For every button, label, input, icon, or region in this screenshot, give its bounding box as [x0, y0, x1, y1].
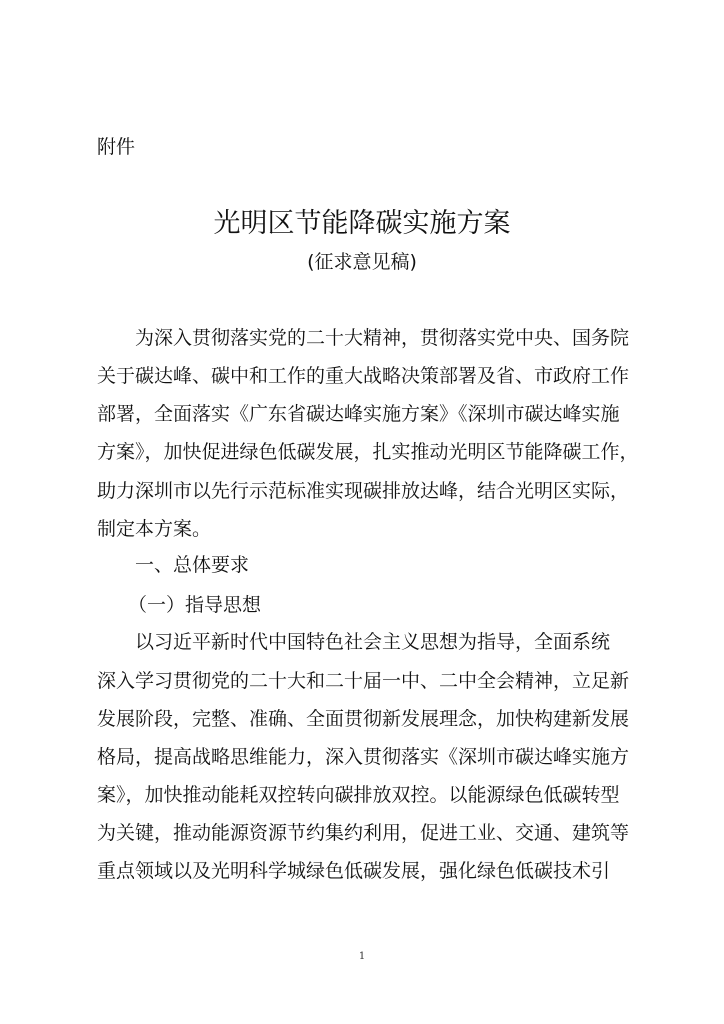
paragraph-line: 方案》，加快促进绿色低碳发展，扎实推动光明区节能降碳工作， — [97, 441, 639, 463]
section-heading: 一、总体要求 — [135, 554, 250, 576]
paragraph-line: 重点领域以及光明科学城绿色低碳发展，强化绿色低碳技术引 — [97, 860, 611, 882]
paragraph-line: 助力深圳市以先行示范标准实现碳排放达峰，结合光明区实际， — [97, 480, 630, 502]
attachment-label: 附件 — [97, 136, 136, 158]
paragraph-line: 制定本方案。 — [97, 518, 212, 540]
paragraph-line: 关于碳达峰、碳中和工作的重大战略决策部署及省、市政府工作 — [97, 365, 630, 387]
paragraph-line: 为深入贯彻落实党的二十大精神，贯彻落实党中央、国务院 — [135, 327, 630, 349]
document-title: 光明区节能降碳实施方案 — [213, 208, 511, 239]
paragraph-line: 格局，提高战略思维能力，深入贯彻落实《深圳市碳达峰实施方 — [97, 746, 630, 768]
paragraph-line: 深入学习贯彻党的二十大和二十届一中、二中全会精神，立足新 — [97, 670, 630, 692]
document-subtitle: (征求意见稿) — [307, 251, 417, 273]
paragraph-line: 发展阶段，完整、准确、全面贯彻新发展理念，加快构建新发展 — [97, 708, 630, 730]
paragraph-line: 案》，加快推动能耗双控转向碳排放双控。以能源绿色低碳转型 — [97, 784, 620, 806]
paragraph-line: 为关键，推动能源资源节约集约利用，促进工业、交通、建筑等 — [97, 822, 630, 844]
page-number: 1 — [358, 951, 366, 962]
subsection-heading: （一）指导思想 — [128, 594, 262, 616]
paragraph-line: 部署，全面落实《广东省碳达峰实施方案》《深圳市碳达峰实施 — [97, 403, 620, 425]
paragraph-line: 以习近平新时代中国特色社会主义思想为指导，全面系统 — [135, 631, 611, 653]
